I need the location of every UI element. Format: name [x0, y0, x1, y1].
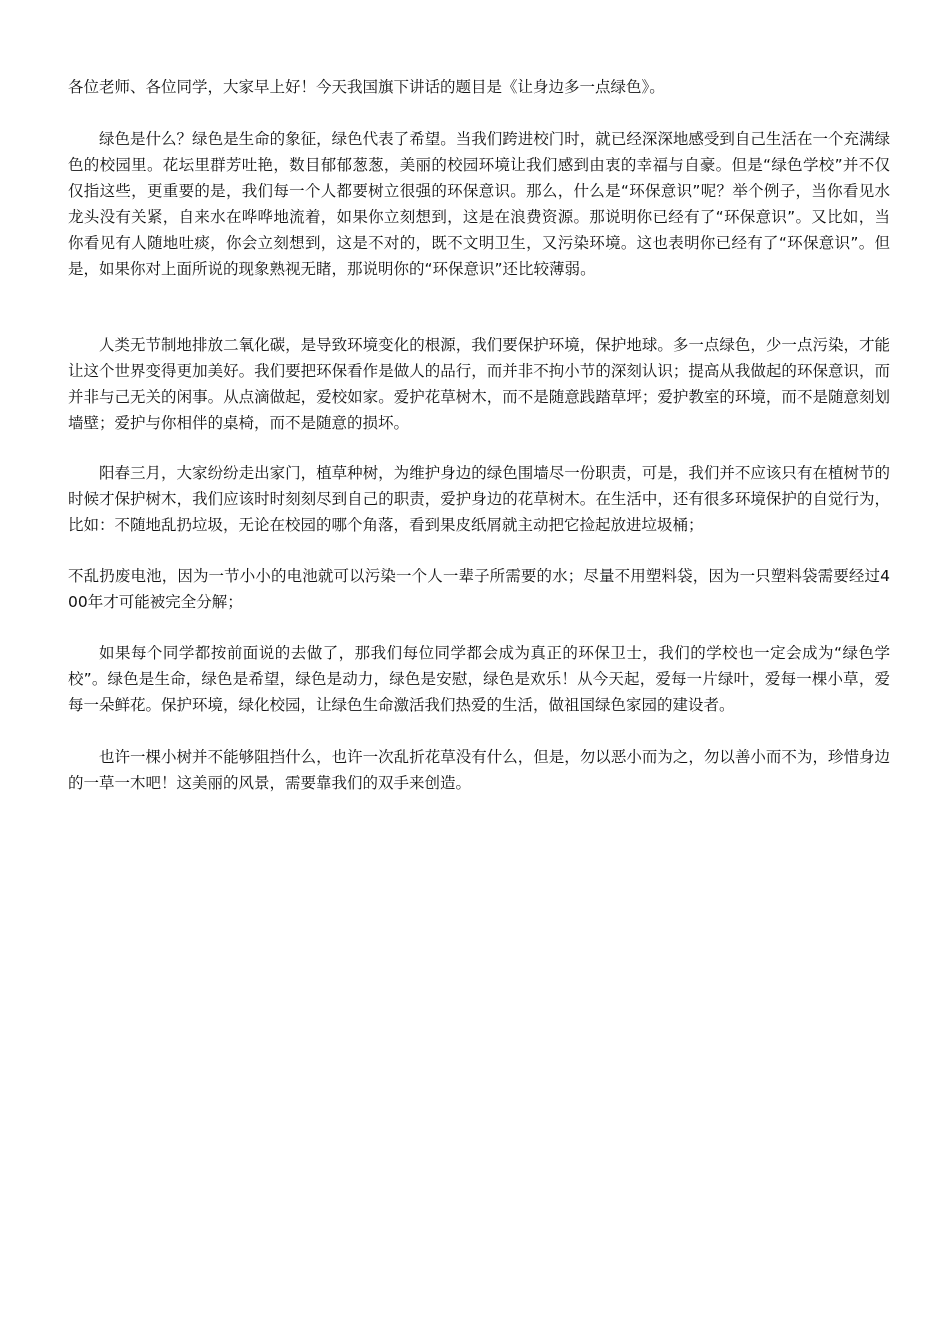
paragraph-spring-planting: 阳春三月，大家纷纷走出家门，植草种树，为维护身边的绿色围墙尽一份职责，可是，我们并不应该只有在植树节的时候才保护树木，我们应该时时刻刻尽到自己的职责，爱护身边的花草树木。在生活中，还有很多环境保护的自觉行为，比如：不随地乱扔垃圾，无论在校园的哪个角落，看到果皮纸屑就主动把它捡起放进垃圾桶；: [68, 464, 890, 534]
paragraph-batteries-plastic: 不乱扔废电池，因为一节小小的电池就可以污染一个人一辈子所需要的水；尽量不用塑料袋，因为一只塑料袋需要经过400年才可能被完全分解；: [68, 567, 890, 611]
paragraph-protect-environment: 人类无节制地排放二氧化碳，是导致环境变化的根源，我们要保护环境，保护地球。多一点绿色，少一点污染，才能让这个世界变得更加美好。我们要把环保看作是做人的品行，而并非不拘小节的深刻认识；提高从我做起的环保意识，而并非与己无关的闲事。从点滴做起，爱校如家。爱护花草树木，而不是随意践踏草坪；爱护教室的环境，而不是随意刻划墙壁；爱护与你相伴的桌椅，而不是随意的损坏。: [68, 336, 890, 432]
paragraph-green-school: 如果每个同学都按前面说的去做了，那我们每位同学都会成为真正的环保卫士，我们的学校也一定会成为“绿色学校”。绿色是生命，绿色是希望，绿色是动力，绿色是安慰，绿色是欢乐！从今天起，爱每一片绿叶，爱每一棵小草，爱每一朵鲜花。保护环境，绿化校园，让绿色生命激活我们热爱的生活，做祖国绿色家园的建设者。: [68, 644, 890, 714]
greeting-paragraph: 各位老师、各位同学，大家早上好！今天我国旗下讲话的题目是《让身边多一点绿色》。: [68, 78, 665, 96]
paragraph-green-meaning: 绿色是什么？绿色是生命的象征，绿色代表了希望。当我们跨进校门时，就已经深深地感受到自己生活在一个充满绿色的校园里。花坛里群芳吐艳，数目郁郁葱葱，美丽的校园环境让我们感到由衷的幸福与自豪。但是“绿色学校”并不仅仅指这些，更重要的是，我们每一个人都要树立很强的环保意识。那么，什么是“环保意识”呢？举个例子，当你看见水龙头没有关紧，自来水在哗哗地流着，如果你立刻想到，这是在浪费资源。那说明你已经有了“环保意识”。又比如，当你看见有人随地吐痰，你会立刻想到，这是不对的，既不文明卫生，又污染环境。这也表明你已经有了“环保意识”。但是，如果你对上面所说的现象熟视无睹，那说明你的“环保意识”还比较薄弱。: [68, 130, 890, 278]
closing-paragraph: 也许一棵小树并不能够阻挡什么，也许一次乱折花草没有什么，但是，勿以恶小而为之，勿以善小而不为，珍惜身边的一草一木吧！这美丽的风景，需要靠我们的双手来创造。: [68, 748, 890, 792]
